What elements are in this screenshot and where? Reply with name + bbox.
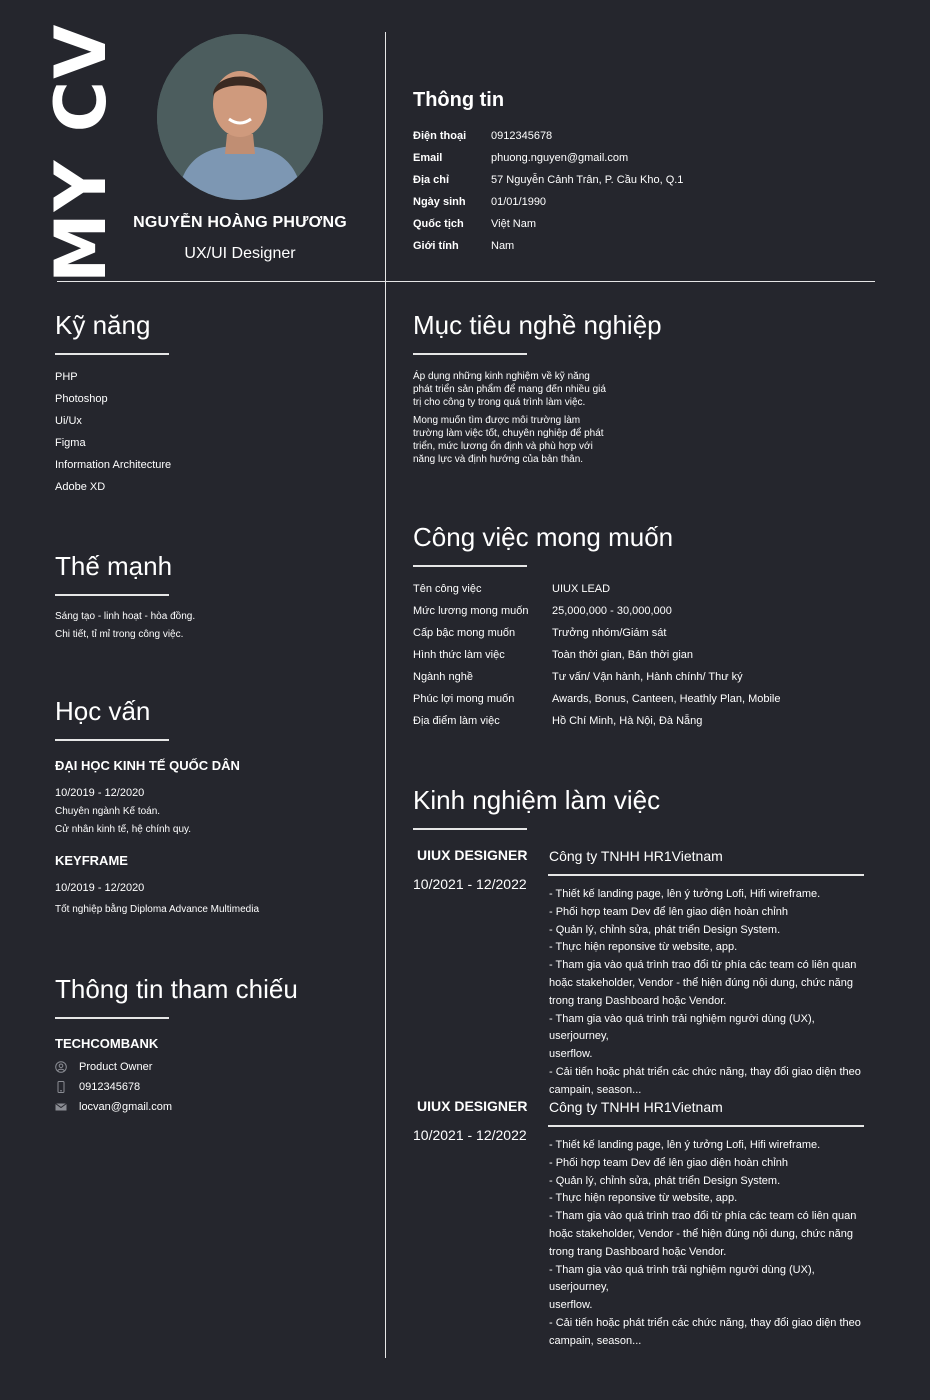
job-label: Tên công việc: [413, 583, 482, 595]
info-label-email: Email: [413, 152, 443, 164]
experience-duty: - Cải tiến hoặc phát triển các chức năng, thay đổi giao diện theo: [549, 1316, 861, 1329]
job-value: Awards, Bonus, Canteen, Heathly Plan, Mobile: [552, 693, 781, 705]
experience-duty: userflow.: [549, 1048, 593, 1061]
job-value: Trưởng nhóm/Giám sát: [552, 627, 667, 639]
experience-role: UIUX DESIGNER: [417, 1098, 528, 1114]
reference-company: TECHCOMBANK: [55, 1036, 159, 1051]
experience-duty: hoặc stakeholder, Vendor - thể hiện đúng nội dung, chức năng: [549, 976, 853, 989]
info-value-nationality: Việt Nam: [491, 218, 537, 230]
experience-company-rule: [548, 1125, 864, 1127]
education-detail: Cử nhân kinh tế, hệ chính quy.: [55, 824, 192, 835]
objective-line: trị cho công ty trong quá trình làm việc.: [413, 397, 586, 408]
skill-item: Information Architecture: [55, 459, 172, 471]
objective-line: Mong muốn tìm được môi trường làm: [413, 415, 581, 426]
info-value-phone: 0912345678: [491, 130, 553, 142]
experience-duty: - Quản lý, chỉnh sửa, phát triển Design System.: [549, 1174, 781, 1187]
skills-title: Kỹ năng: [55, 310, 151, 340]
objective-line: Áp dụng những kinh nghiệm về kỹ năng: [413, 371, 590, 382]
job-label: Mức lương mong muốn: [413, 605, 529, 617]
job-label: Cấp bậc mong muốn: [413, 627, 516, 639]
experience-title: Kinh nghiệm làm việc: [413, 785, 661, 815]
reference-position: Product Owner: [79, 1061, 153, 1073]
desired-job-title: Công việc mong muốn: [413, 522, 674, 552]
strengths-title: Thế mạnh: [55, 551, 173, 581]
horizontal-divider: [57, 281, 875, 282]
candidate-role: UX/UI Designer: [184, 245, 296, 262]
education-detail: Chuyên ngành Kế toán.: [55, 806, 161, 817]
info-label-gender: Giới tính: [413, 240, 459, 252]
job-value: Hồ Chí Minh, Hà Nội, Đà Nẵng: [552, 715, 703, 727]
mail-icon: [55, 1101, 67, 1113]
strengths-rule: [55, 594, 169, 596]
strength-line: Sáng tạo - linh hoạt - hòa đồng.: [55, 611, 196, 622]
education-school: ĐẠI HỌC KINH TẾ QUỐC DÂN: [55, 758, 240, 773]
info-value-dob: 01/01/1990: [491, 196, 547, 208]
avatar-photo: [157, 34, 323, 200]
objective-line: triển, mức lương ổn định và phù hợp với: [413, 441, 593, 452]
experience-duty: - Phối hợp team Dev để lên giao diện hoàn chỉnh: [549, 905, 788, 918]
skill-item: Ui/Ux: [55, 415, 82, 427]
job-value: UIUX LEAD: [552, 583, 611, 595]
reference-title: Thông tin tham chiếu: [55, 974, 298, 1004]
experience-duty: - Tham gia vào quá trình trải nghiệm người dùng (UX), userjourney,: [549, 1012, 815, 1043]
experience-role: UIUX DESIGNER: [417, 847, 528, 863]
info-label-dob: Ngày sinh: [413, 196, 466, 208]
experience-date: 10/2021 - 12/2022: [413, 876, 527, 892]
experience-duty: - Tham gia vào quá trình trải nghiệm người dùng (UX), userjourney,: [549, 1263, 815, 1294]
experience-duty: - Tham gia vào quá trình trao đổi từ phía các team có liên quan: [549, 1210, 857, 1223]
candidate-name: NGUYỄN HOÀNG PHƯƠNG: [133, 214, 347, 231]
experience-rule: [413, 828, 527, 830]
skill-item: Adobe XD: [55, 481, 106, 493]
objective-paragraph-2: [413, 414, 604, 466]
skills-rule: [55, 353, 169, 355]
info-value-address: 57 Nguyễn Cảnh Trân, P. Cầu Kho, Q.1: [491, 174, 684, 186]
job-label: Ngành nghề: [413, 671, 473, 683]
skill-item: PHP: [55, 371, 78, 383]
reference-email: locvan@gmail.com: [79, 1101, 173, 1113]
experience-duty: - Quản lý, chỉnh sửa, phát triển Design System.: [549, 923, 781, 936]
experience-duties: [549, 886, 869, 1100]
education-detail: Tốt nghiệp bằng Diploma Advance Multimedia: [55, 904, 260, 915]
education-date: 10/2019 - 12/2020: [55, 882, 145, 894]
reference-rule: [55, 1017, 169, 1019]
vertical-divider: [385, 32, 386, 1358]
experience-duty: trong trang Dashboard hoặc Vendor.: [549, 994, 727, 1007]
avatar: [157, 34, 323, 200]
job-label: Địa điểm làm việc: [413, 715, 500, 727]
skill-item: Figma: [55, 437, 86, 449]
reference-position-row: [55, 1061, 152, 1073]
info-label-phone: Điện thoại: [413, 130, 467, 142]
phone-icon: [55, 1081, 67, 1093]
info-label-nationality: Quốc tịch: [413, 218, 464, 230]
user-icon: [55, 1061, 67, 1073]
cv-title: MY CV: [40, 22, 122, 283]
experience-duty: - Thiết kế landing page, lên ý tưởng Lofi, Hifi wireframe.: [549, 1139, 821, 1151]
experience-duty: hoặc stakeholder, Vendor - thể hiện đúng nội dung, chức năng: [549, 1227, 853, 1240]
job-value: Toàn thời gian, Bán thời gian: [552, 649, 694, 661]
job-value: Tư vấn/ Vận hành, Hành chính/ Thư ký: [552, 671, 743, 683]
job-value: 25,000,000 - 30,000,000: [552, 605, 672, 617]
info-label-address: Địa chỉ: [413, 174, 450, 186]
experience-duty: userflow.: [549, 1299, 593, 1312]
experience-duty: - Phối hợp team Dev để lên giao diện hoàn chỉnh: [549, 1156, 788, 1169]
objective-line: năng lực và định hướng của bản thân.: [413, 454, 584, 465]
experience-company: Công ty TNHH HR1Vietnam: [549, 848, 723, 864]
desired-job-rule: [413, 565, 527, 567]
experience-duty: trong trang Dashboard hoặc Vendor.: [549, 1245, 727, 1258]
experience-duty: - Thực hiện reponsive từ website, app.: [549, 1192, 738, 1205]
experience-duty: campain, season...: [549, 1334, 642, 1347]
strength-line: Chi tiết, tỉ mỉ trong công việc.: [55, 629, 184, 640]
experience-duty: - Thiết kế landing page, lên ý tưởng Lofi, Hifi wireframe.: [549, 888, 821, 900]
reference-phone-row: [55, 1081, 140, 1093]
experience-duty: - Thực hiện reponsive từ website, app.: [549, 941, 738, 954]
experience-company: Công ty TNHH HR1Vietnam: [549, 1099, 723, 1115]
reference-phone: 0912345678: [79, 1081, 141, 1093]
education-date: 10/2019 - 12/2020: [55, 787, 145, 799]
experience-duties: [549, 1137, 869, 1351]
job-label: Phúc lợi mong muốn: [413, 693, 515, 705]
objective-rule: [413, 353, 527, 355]
experience-duty: campain, season...: [549, 1083, 642, 1096]
experience-company-rule: [548, 874, 864, 876]
info-value-gender: Nam: [491, 240, 515, 252]
info-value-email: phuong.nguyen@gmail.com: [491, 152, 629, 164]
education-rule: [55, 739, 169, 741]
experience-duty: - Tham gia vào quá trình trao đổi từ phía các team có liên quan: [549, 959, 857, 972]
skill-item: Photoshop: [55, 393, 108, 405]
experience-date: 10/2021 - 12/2022: [413, 1127, 527, 1143]
info-title: Thông tin: [413, 89, 505, 111]
objective-title: Mục tiêu nghề nghiệp: [413, 310, 662, 340]
objective-line: phát triển sản phẩm để mang đến nhiều giá: [413, 384, 606, 395]
education-title: Học vấn: [55, 696, 151, 726]
objective-line: trường làm việc tốt, chuyên nghiệp để phát: [413, 428, 604, 439]
experience-duty: - Cải tiến hoặc phát triển các chức năng, thay đổi giao diện theo: [549, 1065, 861, 1078]
education-school: KEYFRAME: [55, 853, 128, 868]
objective-paragraph-1: [413, 370, 606, 409]
job-label: Hình thức làm việc: [413, 649, 505, 661]
reference-email-row: [55, 1101, 172, 1113]
